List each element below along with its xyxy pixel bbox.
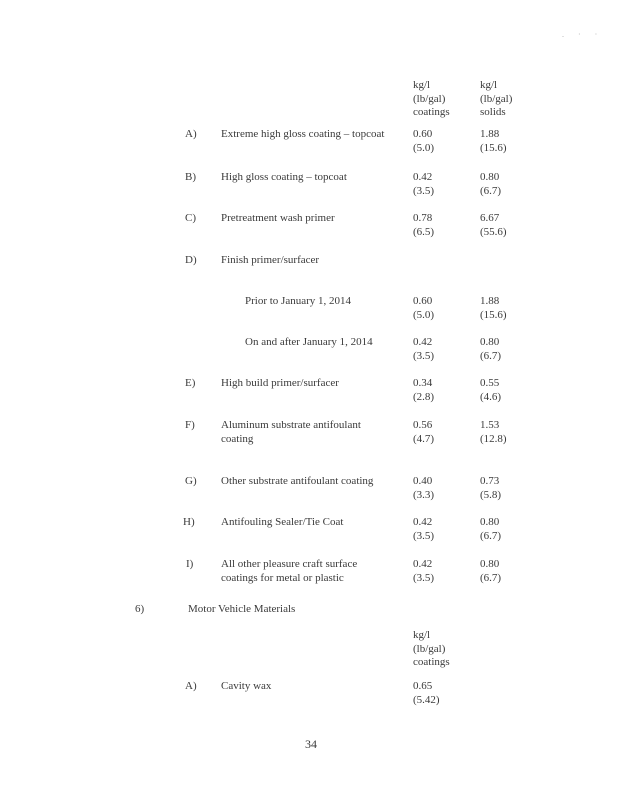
header-solids-line-1: kg/l — [480, 79, 498, 91]
row-i-label-line-2: coatings for metal or plastic — [221, 572, 344, 584]
row-f-coatings — [413, 418, 434, 446]
row-i-letter: I) — [186, 558, 194, 570]
row-b-solids — [480, 170, 501, 198]
header-coatings — [413, 79, 450, 120]
row-h-coatings-lbgal: (3.5) — [413, 530, 435, 542]
row-i-solids-lbgal: (6.7) — [480, 572, 502, 584]
row-a-coatings-kgl: 0.60 — [413, 128, 433, 140]
row-g-coatings-lbgal: (3.3) — [413, 489, 435, 501]
row-c-solids-kgl: 6.67 — [480, 212, 500, 224]
row-d-sub1-coatings-kgl: 0.60 — [413, 295, 433, 307]
row-h-solids-lbgal: (6.7) — [480, 530, 502, 542]
section-6-number: 6) — [135, 603, 145, 615]
row-a-solids-lbgal: (15.6) — [480, 142, 507, 154]
row-c-letter: C) — [185, 212, 196, 224]
row-f-label — [221, 418, 361, 446]
row-a-coatings-lbgal: (5.0) — [413, 142, 435, 154]
section-6-row-a-coatings-kgl: 0.65 — [413, 680, 433, 692]
row-i-coatings — [413, 557, 434, 585]
row-c-coatings-lbgal: (6.5) — [413, 226, 435, 238]
row-f-coatings-kgl: 0.56 — [413, 419, 433, 431]
header-solids-line-2: (lb/gal) — [480, 92, 513, 105]
row-b-coatings-lbgal: (3.5) — [413, 185, 435, 197]
row-e-letter: E) — [185, 377, 196, 389]
row-d-sub1-label: Prior to January 1, 2014 — [245, 295, 352, 307]
row-d-sub1-solids-lbgal: (15.6) — [480, 309, 507, 321]
row-d-sub2-solids-kgl: 0.80 — [480, 336, 500, 348]
row-f-label-line-1: Aluminum substrate antifoulant — [221, 419, 361, 431]
row-c-label: Pretreatment wash primer — [221, 212, 335, 224]
section-6-header-line-1: kg/l — [413, 629, 431, 641]
section-6-row-a-coatings-lbgal: (5.42) — [413, 694, 440, 706]
page-number: 34 — [305, 737, 317, 751]
row-d-letter: D) — [185, 254, 197, 266]
row-d-sub1-coatings — [413, 294, 434, 322]
row-b-coatings-kgl: 0.42 — [413, 171, 433, 183]
row-a-solids — [480, 127, 507, 155]
row-d-sub2-label: On and after January 1, 2014 — [245, 336, 373, 348]
row-e-solids — [480, 376, 501, 404]
row-e-coatings-kgl: 0.34 — [413, 377, 433, 389]
row-g-coatings-kgl: 0.40 — [413, 475, 433, 487]
header-coatings-line-2: (lb/gal) — [413, 92, 446, 105]
row-f-solids-lbgal: (12.8) — [480, 433, 507, 445]
row-c-solids — [480, 211, 507, 239]
row-f-letter: F) — [185, 419, 195, 431]
section-6-row-a-label: Cavity wax — [221, 680, 272, 692]
row-i-solids-kgl: 0.80 — [480, 558, 500, 570]
row-d-sub2-coatings-lbgal: (3.5) — [413, 350, 435, 362]
row-g-label: Other substrate antifoulant coating — [221, 475, 374, 487]
row-d-sub1-coatings-lbgal: (5.0) — [413, 309, 435, 321]
row-h-letter: H) — [183, 516, 195, 528]
row-i-coatings-kgl: 0.42 — [413, 558, 433, 570]
row-a-letter: A) — [185, 128, 197, 140]
row-f-label-line-2: coating — [221, 433, 254, 445]
row-h-coatings — [413, 515, 434, 543]
row-e-coatings-lbgal: (2.8) — [413, 391, 435, 403]
row-d-sub2-coatings-kgl: 0.42 — [413, 336, 433, 348]
row-b-label: High gloss coating – topcoat — [221, 171, 347, 183]
row-e-coatings — [413, 376, 434, 404]
section-6-header-line-2: (lb/gal) — [413, 642, 446, 655]
row-g-letter: G) — [185, 475, 197, 487]
row-h-solids — [480, 515, 501, 543]
row-a-coatings — [413, 127, 434, 155]
row-g-solids — [480, 474, 501, 502]
row-e-solids-kgl: 0.55 — [480, 377, 500, 389]
row-h-label: Antifouling Sealer/Tie Coat — [221, 516, 344, 528]
row-b-solids-kgl: 0.80 — [480, 171, 500, 183]
row-f-solids-kgl: 1.53 — [480, 419, 500, 431]
row-c-coatings-kgl: 0.78 — [413, 212, 433, 224]
row-d-sub1-solids-kgl: 1.88 — [480, 295, 500, 307]
row-a-label: Extreme high gloss coating – topcoat — [221, 128, 385, 140]
section-6-row-a-letter: A) — [185, 680, 197, 692]
row-g-coatings — [413, 474, 434, 502]
row-d-sub2-coatings — [413, 335, 434, 363]
row-h-coatings-kgl: 0.42 — [413, 516, 433, 528]
row-a-solids-kgl: 1.88 — [480, 128, 500, 140]
row-b-letter: B) — [185, 171, 196, 183]
row-g-solids-kgl: 0.73 — [480, 475, 500, 487]
row-f-coatings-lbgal: (4.7) — [413, 433, 435, 445]
row-b-solids-lbgal: (6.7) — [480, 185, 502, 197]
row-f-solids — [480, 418, 507, 446]
scan-corner-marks: . · · — [562, 30, 604, 39]
row-e-label: High build primer/surfacer — [221, 377, 339, 389]
row-d-sub2-solids-lbgal: (6.7) — [480, 350, 502, 362]
row-d-label: Finish primer/surfacer — [221, 254, 320, 266]
row-b-coatings — [413, 170, 434, 198]
row-i-label — [221, 557, 357, 585]
row-d-sub1-solids — [480, 294, 507, 322]
row-g-solids-lbgal: (5.8) — [480, 489, 502, 501]
row-c-coatings — [413, 211, 434, 239]
header-solids — [480, 79, 512, 120]
header-solids-line-3: solids — [480, 106, 506, 118]
header-coatings-line-1: kg/l — [413, 79, 431, 91]
section-6-header-line-3: coatings — [413, 656, 450, 668]
row-i-label-line-1: All other pleasure craft surface — [221, 558, 358, 570]
section-6-row-a-coatings — [413, 679, 440, 707]
row-e-solids-lbgal: (4.6) — [480, 391, 502, 403]
header-coatings-line-3: coatings — [413, 106, 450, 118]
row-i-coatings-lbgal: (3.5) — [413, 572, 435, 584]
section-6-header-coatings — [413, 629, 450, 670]
row-h-solids-kgl: 0.80 — [480, 516, 500, 528]
row-c-solids-lbgal: (55.6) — [480, 226, 507, 238]
row-i-solids — [480, 557, 501, 585]
section-6-title: Motor Vehicle Materials — [188, 603, 296, 615]
row-d-sub2-solids — [480, 335, 501, 363]
